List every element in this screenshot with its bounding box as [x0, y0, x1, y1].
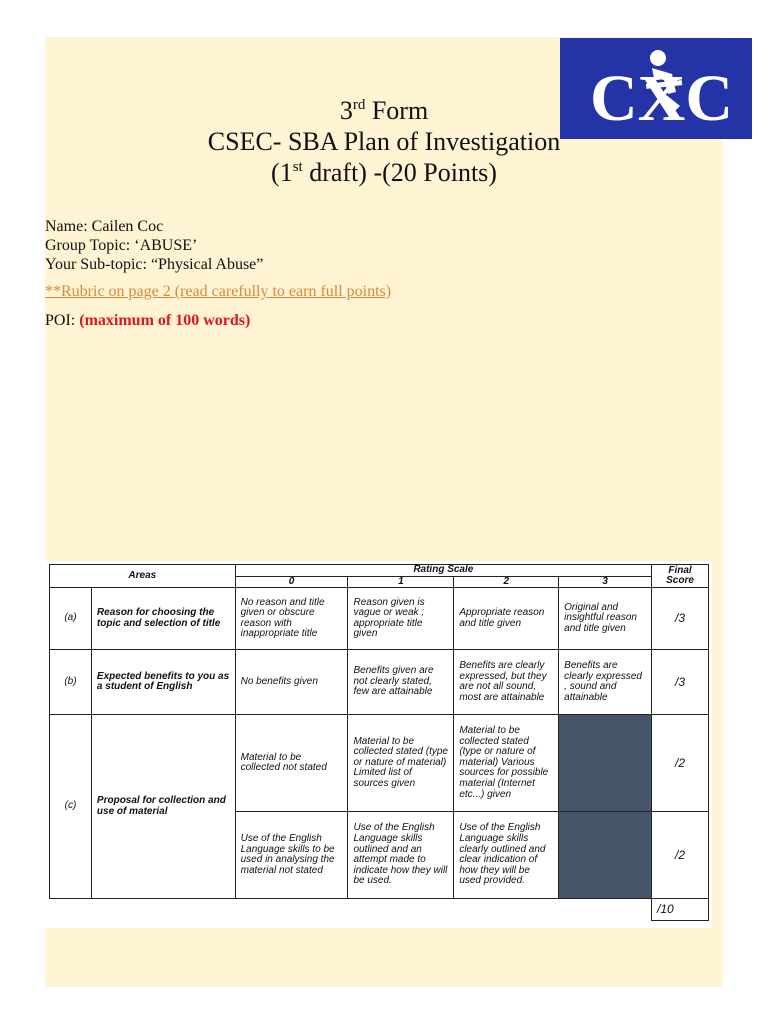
blank-cell: [50, 899, 652, 921]
sub-topic: Your Sub-topic: “Physical Abuse”: [45, 256, 264, 273]
row-code: (c): [50, 715, 92, 899]
scale-1: 1: [348, 576, 454, 588]
row-score: /3: [652, 650, 709, 715]
table-row: [50, 650, 709, 715]
rating-1-cell: Reason given is vague or weak ; appropriate title given: [348, 588, 454, 650]
rating-3-cell: Original and insightful reason and title given: [559, 588, 652, 650]
rating-1-cell: Use of the English Language skills outlined and an attempt made to indicate how they will be used.: [348, 812, 454, 899]
scale-3: 3: [559, 576, 652, 588]
rating-0-cell: No benefits given: [235, 650, 348, 715]
rating-1-cell: Material to be collected stated (type or nature of material) Limited list of sources given: [348, 715, 454, 812]
rubric-link[interactable]: **Rubric on page 2 (read carefully to earn full points): [45, 283, 392, 300]
row-score: /2: [652, 715, 709, 812]
rating-2-cell: Appropriate reason and title given: [454, 588, 559, 650]
row-code: (a): [50, 588, 92, 650]
title-draft-line: (1st draft) -(20 Points): [271, 158, 497, 187]
row-area: Expected benefits to you as a student of English: [91, 650, 235, 715]
rating-2-cell: Material to be collected stated (type or nature of material) Various sources for possible material (Internet etc...) given: [454, 715, 559, 812]
scale-2: 2: [454, 576, 559, 588]
row-area: Proposal for collection and use of material: [91, 715, 235, 899]
title-main-line: CSEC- SBA Plan of Investigation: [207, 127, 561, 156]
rating-2-cell: Use of the English Language skills clearly outlined and clear indication of how they will be used provided.: [454, 812, 559, 899]
final-score-header: Final Score: [652, 565, 709, 588]
row-code: (b): [50, 650, 92, 715]
rating-2-cell: Benefits are clearly expressed, but they are not all sound, most are attainable: [454, 650, 559, 715]
table-row: [50, 588, 709, 650]
rating-0-cell: Use of the English Language skills to be used in analysing the material not stated: [235, 812, 348, 899]
rubric-header-row: [50, 565, 709, 577]
shaded-cell: [559, 715, 652, 812]
areas-header: Areas: [50, 565, 236, 588]
rating-scale-header: Rating Scale: [235, 565, 651, 577]
total-score: /10: [652, 899, 709, 921]
poi-label: POI:: [45, 312, 80, 329]
rating-0-cell: No reason and title given or obscure reason with inappropriate title: [235, 588, 348, 650]
rating-0-cell: Material to be collected not stated: [235, 715, 348, 812]
poi-word-limit: (maximum of 100 words): [79, 312, 251, 329]
document-title: [45, 95, 723, 188]
total-row: [50, 899, 709, 921]
rubric-image: [45, 561, 712, 928]
poi-line: [45, 312, 250, 330]
shaded-cell: [559, 812, 652, 899]
row-area: Reason for choosing the topic and selection of title: [91, 588, 235, 650]
rubric-table: [49, 564, 709, 921]
table-row: [50, 715, 709, 812]
rating-3-cell: Benefits are clearly expressed , sound and attainable: [559, 650, 652, 715]
svg-text:CXC: CXC: [590, 62, 733, 135]
student-name: Name: Cailen Coc: [45, 218, 164, 235]
row-score: /3: [652, 588, 709, 650]
student-info: [45, 217, 263, 274]
rating-1-cell: Benefits given are not clearly stated, few are attainable: [348, 650, 454, 715]
title-form-line: 3rd Form: [339, 96, 429, 125]
row-score: /2: [652, 812, 709, 899]
group-topic: Group Topic: ‘ABUSE’: [45, 237, 198, 254]
scale-0: 0: [235, 576, 348, 588]
